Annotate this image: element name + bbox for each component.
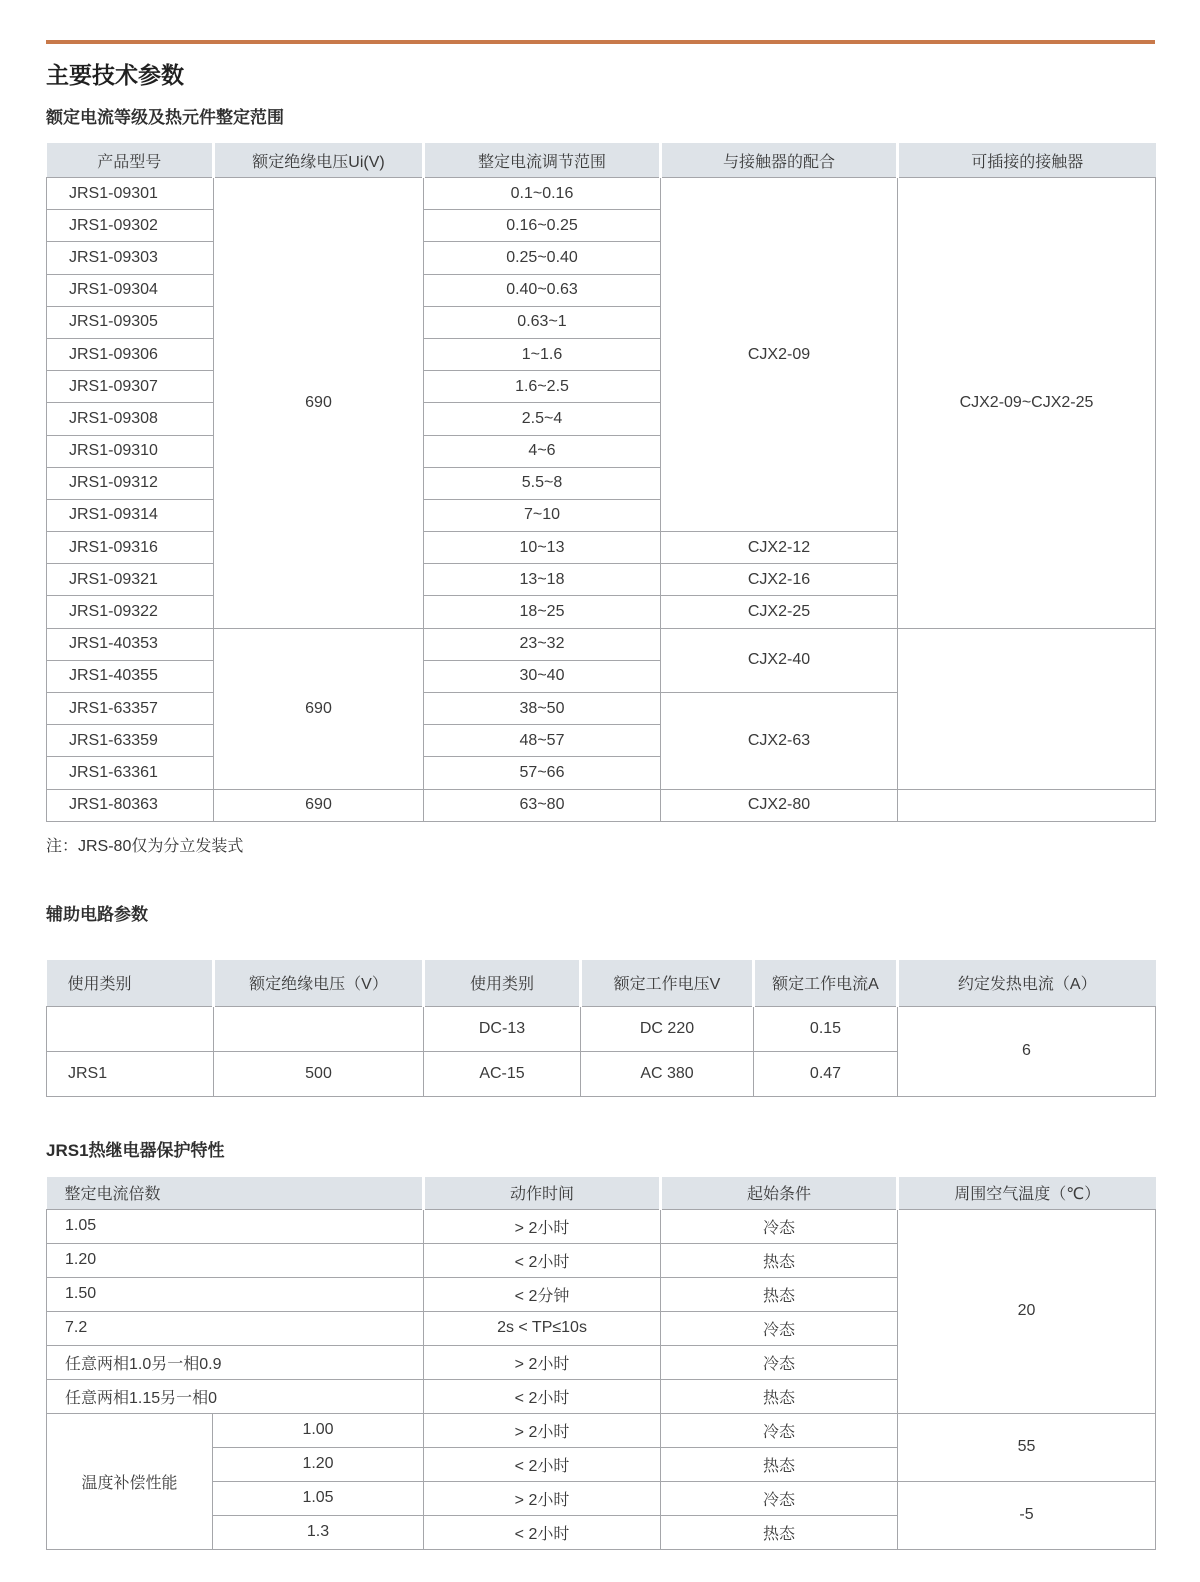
category-cell-empty	[47, 1006, 214, 1051]
action-time-cell: > 2小时	[424, 1481, 661, 1515]
multiple-cell: 1.05	[47, 1209, 424, 1243]
model-cell: JRS1-09316	[47, 532, 214, 564]
action-time-cell: < 2小时	[424, 1515, 661, 1549]
model-cell: JRS1-09303	[47, 242, 214, 274]
range-cell: 5.5~8	[424, 467, 661, 499]
compensation-label-cell: 温度补偿性能	[47, 1413, 213, 1549]
contactor-cell: CJX2-12	[661, 532, 898, 564]
col-header-insulation-voltage: 额定绝缘电压Ui(V)	[214, 143, 424, 178]
table-row	[47, 789, 1156, 821]
protection-characteristics-table	[46, 1177, 1156, 1550]
multiple-cell: 1.50	[47, 1277, 424, 1311]
range-cell: 0.1~0.16	[424, 178, 661, 210]
range-cell: 4~6	[424, 435, 661, 467]
start-condition-cell: 热态	[661, 1447, 898, 1481]
working-voltage-cell: AC 380	[581, 1051, 754, 1096]
model-cell: JRS1-09301	[47, 178, 214, 210]
range-cell: 57~66	[424, 757, 661, 789]
col-header-working-current: 额定工作电流A	[754, 960, 898, 1007]
model-cell: JRS1-09302	[47, 210, 214, 242]
contactor-cell: CJX2-09	[661, 178, 898, 532]
action-time-cell: > 2小时	[424, 1209, 661, 1243]
multiple-cell: 任意两相1.15另一相0	[47, 1379, 424, 1413]
col-header-insulation-voltage: 额定绝缘电压（V）	[214, 960, 424, 1007]
page-title: 主要技术参数	[46, 62, 184, 88]
col-header-start-condition: 起始条件	[661, 1177, 898, 1210]
voltage-cell: 690	[214, 628, 424, 789]
model-cell: JRS1-09306	[47, 338, 214, 370]
start-condition-cell: 热态	[661, 1515, 898, 1549]
model-cell: JRS1-63359	[47, 725, 214, 757]
start-condition-cell: 冷态	[661, 1481, 898, 1515]
table-header-row	[47, 1177, 1156, 1210]
usage-cell: AC-15	[424, 1051, 581, 1096]
pluggable-cell: CJX2-09~CJX2-25	[898, 178, 1156, 629]
col-header-working-voltage: 额定工作电压V	[581, 960, 754, 1007]
table-row	[47, 178, 1156, 210]
table-row	[47, 1481, 1156, 1515]
accent-rule	[46, 40, 1155, 44]
table-header-row	[47, 143, 1156, 178]
voltage-cell: 500	[214, 1051, 424, 1096]
multiple-cell: 1.20	[47, 1243, 424, 1277]
start-condition-cell: 冷态	[661, 1345, 898, 1379]
contactor-cell: CJX2-63	[661, 693, 898, 790]
pluggable-cell-empty	[898, 789, 1156, 821]
table-header-row	[47, 960, 1156, 1007]
col-header-model: 产品型号	[47, 143, 214, 178]
range-cell: 63~80	[424, 789, 661, 821]
section-subtitle-auxiliary-circuit: 辅助电路参数	[46, 904, 148, 924]
col-header-ambient-temperature: 周围空气温度（℃）	[898, 1177, 1156, 1210]
contactor-cell: CJX2-25	[661, 596, 898, 628]
range-cell: 1.6~2.5	[424, 371, 661, 403]
table-note: 注：JRS-80仅为分立发装式	[46, 837, 244, 855]
voltage-cell-empty	[214, 1006, 424, 1051]
range-cell: 23~32	[424, 628, 661, 660]
contactor-cell: CJX2-16	[661, 564, 898, 596]
action-time-cell: > 2小时	[424, 1413, 661, 1447]
voltage-cell: 690	[214, 789, 424, 821]
range-cell: 10~13	[424, 532, 661, 564]
temperature-cell: 55	[898, 1413, 1156, 1481]
range-cell: 13~18	[424, 564, 661, 596]
range-cell: 18~25	[424, 596, 661, 628]
col-header-action-time: 动作时间	[424, 1177, 661, 1210]
action-time-cell: < 2小时	[424, 1447, 661, 1481]
range-cell: 1~1.6	[424, 338, 661, 370]
pluggable-cell-empty	[898, 628, 1156, 789]
heat-current-cell: 6	[898, 1006, 1156, 1096]
multiple-cell: 任意两相1.0另一相0.9	[47, 1345, 424, 1379]
range-cell: 2.5~4	[424, 403, 661, 435]
usage-cell: DC-13	[424, 1006, 581, 1051]
action-time-cell: 2s < TP≤10s	[424, 1311, 661, 1345]
start-condition-cell: 热态	[661, 1379, 898, 1413]
model-cell: JRS1-09304	[47, 274, 214, 306]
range-cell: 48~57	[424, 725, 661, 757]
multiple-cell: 1.3	[213, 1515, 424, 1549]
table-row	[47, 1413, 1156, 1447]
range-cell: 38~50	[424, 693, 661, 725]
voltage-cell: 690	[214, 178, 424, 629]
working-current-cell: 0.15	[754, 1006, 898, 1051]
contactor-cell: CJX2-80	[661, 789, 898, 821]
table-row	[47, 628, 1156, 660]
section-subtitle-rated-current: 额定电流等级及热元件整定范围	[46, 108, 284, 127]
model-cell: JRS1-63361	[47, 757, 214, 789]
start-condition-cell: 冷态	[661, 1209, 898, 1243]
working-current-cell: 0.47	[754, 1051, 898, 1096]
working-voltage-cell: DC 220	[581, 1006, 754, 1051]
model-cell: JRS1-09312	[47, 467, 214, 499]
col-header-current-range: 整定电流调节范围	[424, 143, 661, 178]
range-cell: 30~40	[424, 660, 661, 692]
model-cell: JRS1-09307	[47, 371, 214, 403]
col-header-contactor-match: 与接触器的配合	[661, 143, 898, 178]
start-condition-cell: 冷态	[661, 1311, 898, 1345]
action-time-cell: < 2小时	[424, 1379, 661, 1413]
auxiliary-circuit-table	[46, 960, 1156, 1097]
datasheet-page	[46, 40, 1155, 1550]
temperature-cell: -5	[898, 1481, 1156, 1549]
col-header-current-multiple: 整定电流倍数	[47, 1177, 424, 1210]
action-time-cell: > 2小时	[424, 1345, 661, 1379]
col-header-usage-category: 使用类别	[47, 960, 214, 1007]
multiple-cell: 7.2	[47, 1311, 424, 1345]
rated-current-table	[46, 143, 1156, 822]
range-cell: 0.25~0.40	[424, 242, 661, 274]
range-cell: 0.16~0.25	[424, 210, 661, 242]
model-cell: JRS1-63357	[47, 693, 214, 725]
start-condition-cell: 热态	[661, 1277, 898, 1311]
table-row	[47, 1209, 1156, 1243]
range-cell: 7~10	[424, 499, 661, 531]
section-subtitle-protection-characteristics: JRS1热继电器保护特性	[46, 1140, 225, 1160]
model-cell: JRS1-40355	[47, 660, 214, 692]
range-cell: 0.40~0.63	[424, 274, 661, 306]
action-time-cell: < 2小时	[424, 1243, 661, 1277]
multiple-cell: 1.00	[213, 1413, 424, 1447]
temperature-cell: 20	[898, 1209, 1156, 1413]
col-header-usage-category-2: 使用类别	[424, 960, 581, 1007]
category-cell: JRS1	[47, 1051, 214, 1096]
model-cell: JRS1-09305	[47, 306, 214, 338]
model-cell: JRS1-80363	[47, 789, 214, 821]
contactor-cell: CJX2-40	[661, 628, 898, 692]
multiple-cell: 1.05	[213, 1481, 424, 1515]
model-cell: JRS1-09322	[47, 596, 214, 628]
model-cell: JRS1-09314	[47, 499, 214, 531]
col-header-pluggable-contactor: 可插接的接触器	[898, 143, 1156, 178]
start-condition-cell: 热态	[661, 1243, 898, 1277]
model-cell: JRS1-09308	[47, 403, 214, 435]
start-condition-cell: 冷态	[661, 1413, 898, 1447]
range-cell: 0.63~1	[424, 306, 661, 338]
multiple-cell: 1.20	[213, 1447, 424, 1481]
model-cell: JRS1-40353	[47, 628, 214, 660]
action-time-cell: < 2分钟	[424, 1277, 661, 1311]
model-cell: JRS1-09310	[47, 435, 214, 467]
col-header-heat-current: 约定发热电流（A）	[898, 960, 1156, 1007]
table-row	[47, 1006, 1156, 1051]
model-cell: JRS1-09321	[47, 564, 214, 596]
